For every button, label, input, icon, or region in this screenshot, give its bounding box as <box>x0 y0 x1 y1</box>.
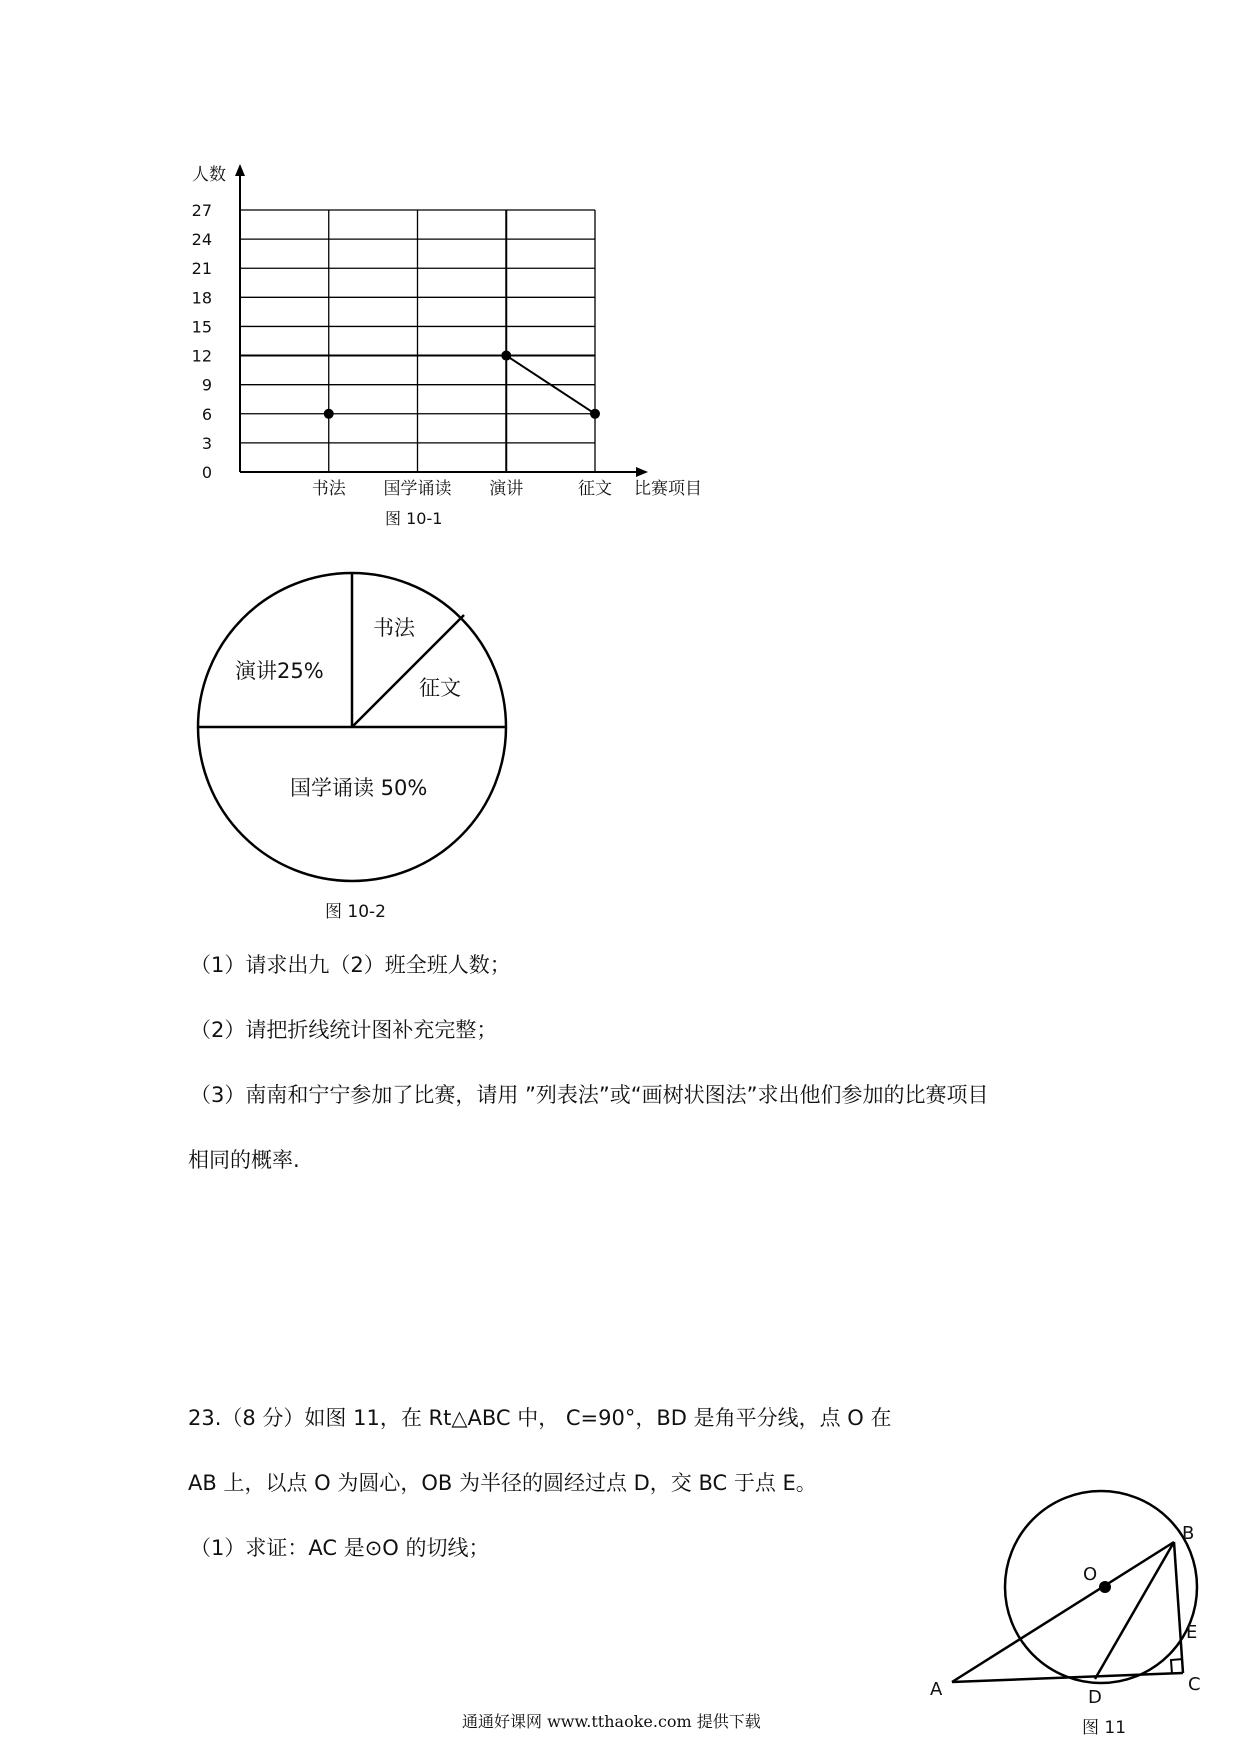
chart-point <box>324 409 334 419</box>
y-tick-label: 21 <box>191 259 212 279</box>
y-tick-label: 27 <box>191 201 212 220</box>
point-label-e: E <box>1186 1622 1198 1643</box>
pie-chart-figure-10-2 <box>190 555 520 930</box>
pie-slice-label-calligraphy: 书法 <box>373 616 415 640</box>
y-tick-label: 12 <box>191 346 212 366</box>
x-axis-label: 比赛项目 <box>634 479 702 499</box>
question-23-line-2: AB 上，以点 O 为圆心，OB 为半径的圆经过点 D，交 BC 于点 E。 <box>188 1471 817 1495</box>
geometry-lines <box>952 1491 1197 1683</box>
point-label-c: C <box>1188 1674 1201 1695</box>
x-tick-label: 演讲 <box>489 479 524 499</box>
chart-point <box>590 409 600 419</box>
pie-slice-label-speech: 演讲25% <box>235 659 324 683</box>
x-tick-label: 国学诵读 <box>383 479 452 499</box>
pie-outline <box>198 573 506 881</box>
x-tick-label: 征文 <box>578 479 612 499</box>
y-tick-label: 24 <box>191 230 212 250</box>
question-22-part-2: （2）请把折线统计图补充完整； <box>190 1018 498 1042</box>
chart-grid <box>240 210 595 472</box>
question-23-line-1: 23.（8 分）如图 11，在 Rt△ABC 中， C=90°，BD 是角平分线，点 O 在 <box>188 1406 892 1430</box>
point-label-d: D <box>1088 1687 1102 1708</box>
x-tick-labels <box>312 479 612 499</box>
pie-slice-label-essay: 征文 <box>419 676 461 700</box>
question-22-part-1: （1）请求出九（2）班全班人数； <box>190 953 511 977</box>
y-tick-label: 9 <box>201 375 212 395</box>
geometry-figure-11 <box>920 1480 1220 1750</box>
y-tick-labels <box>192 201 212 482</box>
x-tick-label: 书法 <box>311 479 346 499</box>
y-tick-label: 6 <box>201 404 212 424</box>
figure-caption-10-2: 图 10-2 <box>325 902 386 922</box>
question-23-sub-1: （1）求证：AC 是⊙O 的切线； <box>190 1536 490 1560</box>
point-label-a: A <box>930 1679 943 1700</box>
y-tick-label: 15 <box>191 317 212 337</box>
y-tick-label: 3 <box>201 433 212 453</box>
line-chart-figure-10-1 <box>190 160 710 535</box>
figure-caption-11: 图 11 <box>1082 1718 1127 1738</box>
pie-slice-label-recitation: 国学诵读 50% <box>290 776 428 800</box>
y-tick-label: 18 <box>191 288 212 308</box>
point-label-b: B <box>1182 1523 1195 1544</box>
question-22-part-3-cont: 相同的概率. <box>188 1148 300 1172</box>
chart-point <box>501 351 511 361</box>
y-tick-label: 0 <box>201 463 212 482</box>
y-axis-label: 人数 <box>192 165 226 185</box>
page-footer: 通通好课网 www.tthaoke.com 提供下载 <box>462 1712 761 1731</box>
point-label-o: O <box>1083 1564 1098 1585</box>
question-22-part-3: （3）南南和宁宁参加了比赛，请用 ”列表法”或“画树状图法”求出他们参加的比赛项目 <box>190 1083 989 1107</box>
chart-axes <box>235 164 648 477</box>
figure-caption-10-1: 图 10-1 <box>385 509 443 528</box>
